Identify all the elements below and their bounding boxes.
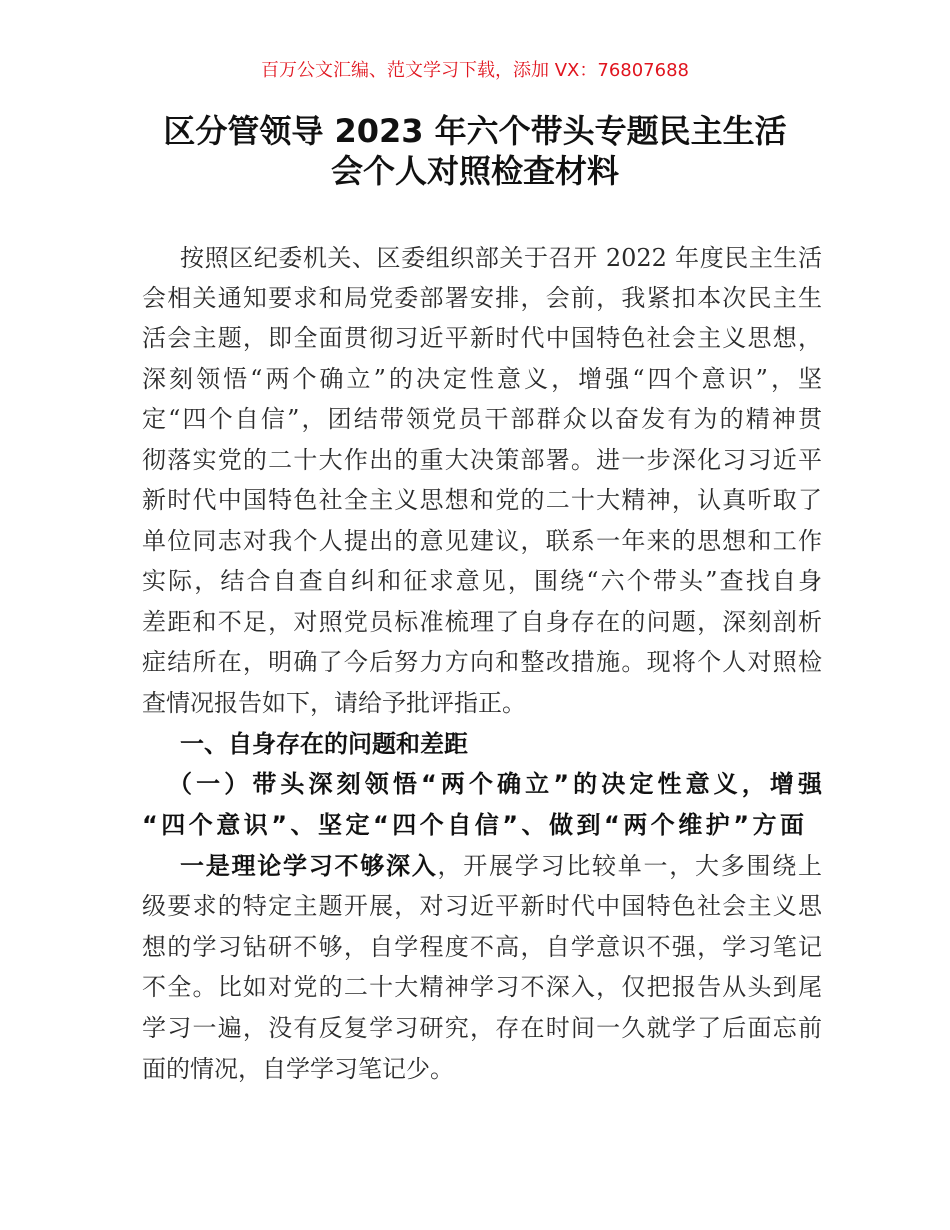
paragraph-line: 彻落实党的二十大作出的重大决策部署。进一步深化习习近平	[142, 446, 822, 474]
document-title-line-2: 会个人对照检查材料	[330, 152, 619, 190]
paragraph-line: 级要求的特定主题开展，对习近平新时代中国特色社会主义思	[142, 892, 822, 920]
paragraph-line: 实际，结合自查自纠和征求意见，围绕“六个带头”查找自身	[142, 567, 822, 595]
paragraph-line: 想的学习钻研不够，自学程度不高，自学意识不强，学习笔记	[142, 933, 822, 961]
paragraph-line: 深刻领悟“两个确立”的决定性意义，增强“四个意识”，坚	[142, 365, 822, 393]
paragraph-line: 不全。比如对党的二十大精神学习不深入，仅把报告从头到尾	[142, 973, 822, 1001]
paragraph-line: 症结所在，明确了今后努力方向和整改措施。现将个人对照检	[142, 648, 822, 676]
paragraph-line: 按照区纪委机关、区委组织部关于召开 2022 年度民主生活	[180, 244, 822, 272]
header-note: 百万公文汇编、范文学习下载，添加 VX：76807688	[261, 60, 689, 81]
paragraph-line: 单位同志对我个人提出的意见建议，联系一年来的思想和工作	[142, 527, 822, 555]
paragraph-line: 新时代中国特色社全主义思想和党的二十大精神，认真听取了	[142, 486, 822, 514]
paragraph-line: 定“四个自信”，团结带领党员干部群众以奋发有为的精神贯	[142, 405, 822, 433]
paragraph-line: 差距和不足，对照党员标准梳理了自身存在的问题，深刻剖析	[142, 608, 822, 636]
section-heading: 一、自身存在的问题和差距	[180, 730, 468, 758]
paragraph-line: 会相关通知要求和局党委部署安排，会前，我紧扣本次民主生	[142, 284, 822, 312]
paragraph-line: 查情况报告如下，请给予批评指正。	[142, 689, 526, 717]
subsection-heading-line: “四个意识”、坚定“四个自信”、做到“两个维护”方面	[142, 811, 804, 839]
point-lead: 一是理论学习不够深入	[180, 852, 438, 880]
subsection-heading-line: （一）带头深刻领悟“两个确立”的决定性意义，增强	[168, 770, 822, 798]
paragraph-line-with-lead	[180, 851, 822, 881]
paragraph-line: 面的情况，自学学习笔记少。	[142, 1055, 454, 1083]
paragraph-line: 活会主题，即全面贯彻习近平新时代中国特色社会主义思想，	[142, 324, 822, 352]
paragraph-line: 学习一遍，没有反复学习研究，存在时间一久就学了后面忘前	[142, 1014, 822, 1042]
document-title-line-1: 区分管领导 2023 年六个带头专题民主生活	[163, 112, 787, 150]
paragraph-line: ，开展学习比较单一，大多围绕上	[437, 852, 822, 880]
